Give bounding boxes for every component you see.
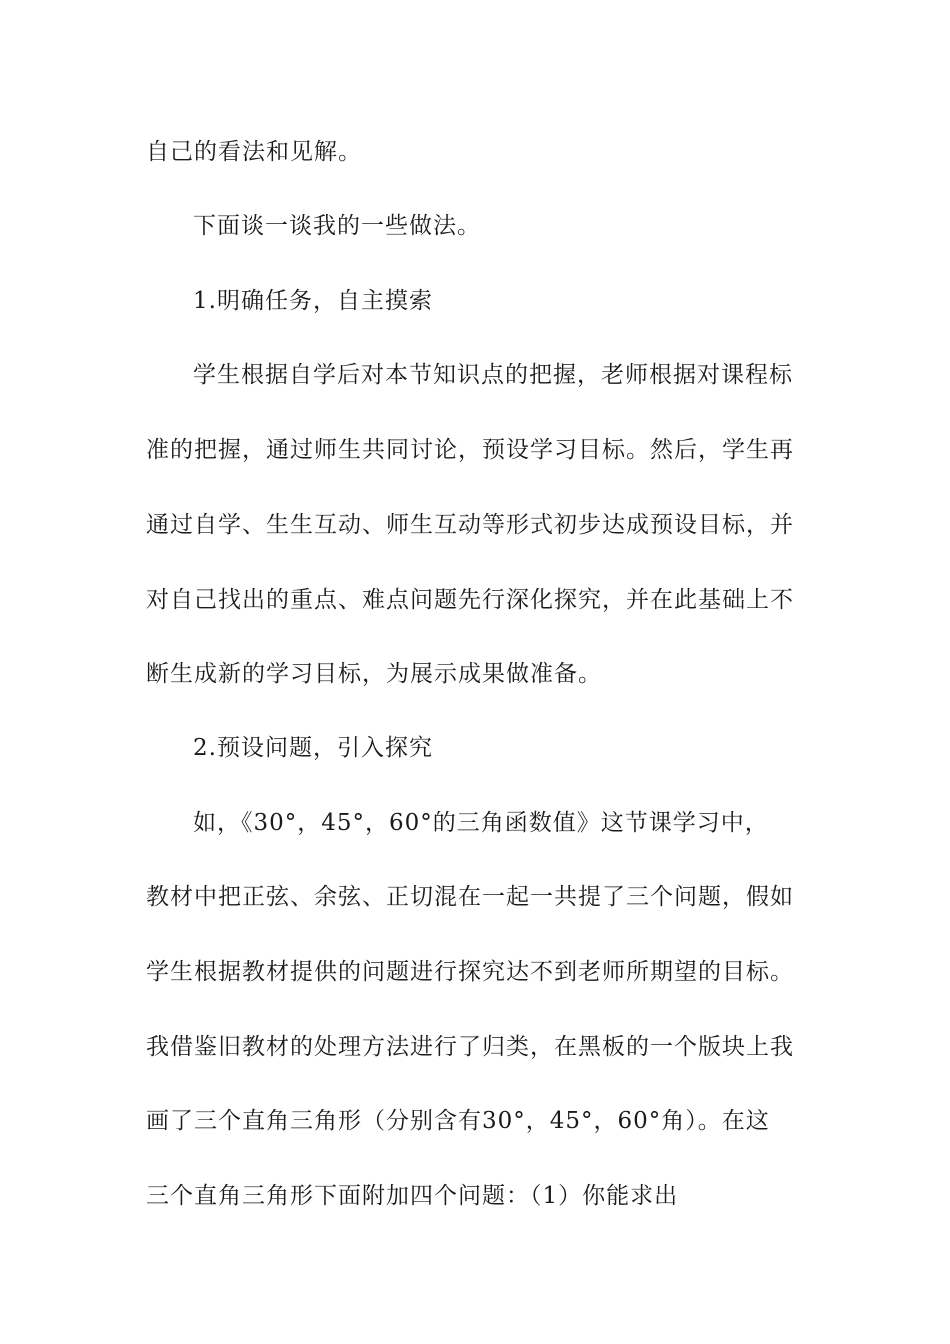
text-line: 对自己找出的重点、难点问题先行深化探究，并在此基础上不	[146, 587, 794, 613]
text-line: 准的把握，通过师生共同讨论，预设学习目标。然后，学生再	[146, 437, 794, 463]
text-line: 自己的看法和见解。	[146, 139, 362, 165]
section-heading: 1.明确任务，自主摸索	[193, 288, 433, 314]
section-heading: 2.预设问题，引入探究	[193, 735, 433, 761]
text-line: 教材中把正弦、余弦、正切混在一起一共提了三个问题，假如	[146, 884, 794, 910]
text-line: 学生根据教材提供的问题进行探究达不到老师所期望的目标。	[146, 959, 794, 985]
text-line: 三个直角三角形下面附加四个问题：（1）你能求出	[146, 1183, 679, 1209]
text-line: 如，《30°，45°，60°的三角函数值》这节课学习中，	[193, 810, 769, 836]
text-line: 我借鉴旧教材的处理方法进行了归类，在黑板的一个版块上我	[146, 1034, 794, 1060]
text-line: 画了三个直角三角形（分别含有30°，45°，60°角）。在这	[146, 1108, 770, 1134]
text-line: 通过自学、生生互动、师生互动等形式初步达成预设目标，并	[146, 512, 794, 538]
text-line: 下面谈一谈我的一些做法。	[193, 213, 481, 239]
text-line: 学生根据自学后对本节知识点的把握，老师根据对课程标	[193, 362, 793, 388]
text-line: 断生成新的学习目标，为展示成果做准备。	[146, 661, 602, 687]
